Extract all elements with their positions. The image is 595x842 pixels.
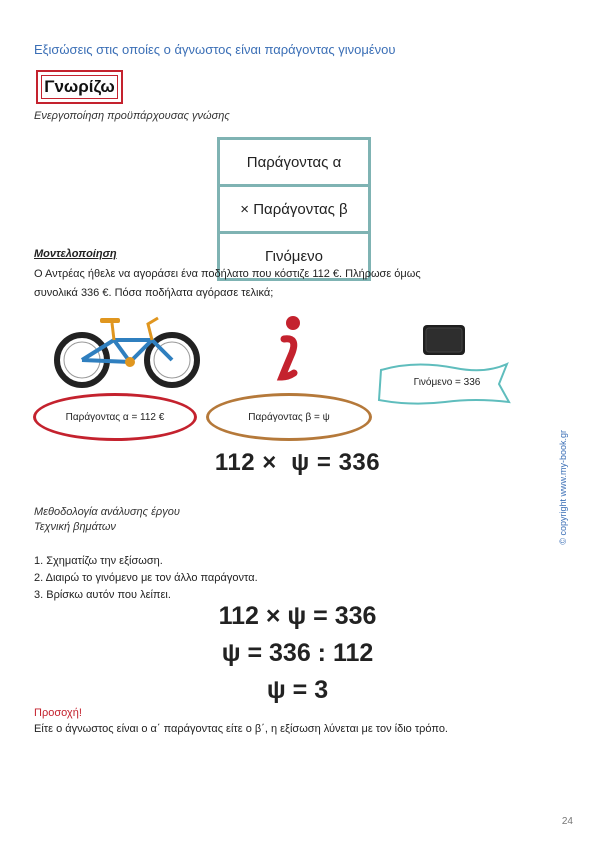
page-number: 24 <box>561 816 573 827</box>
product-table-row: Παράγοντας α <box>220 140 368 187</box>
copyright-note: © copyright www.my-book.gr <box>558 430 568 545</box>
solution-line-1: 112 × ψ = 336 <box>218 602 377 630</box>
technique-label: Τεχνική βημάτων <box>34 521 116 533</box>
problem-line-1: Ο Αντρέας ήθελε να αγοράσει ένα ποδήλατο που κόστιζε 112 €. Πλήρωσε όμως <box>34 268 421 280</box>
solution-line-2: ψ = 336 : 112 <box>221 639 374 667</box>
factor-a-label: Παράγοντας α = 112 € <box>65 411 165 423</box>
attention-label: Προσοχή! <box>34 707 82 719</box>
step-item: 2. Διαιρώ το γινόμενο με τον άλλο παράγοντα. <box>34 572 258 584</box>
step-item: 3. Βρίσκω αυτόν που λείπει. <box>34 589 171 601</box>
attention-text: Είτε ο άγνωστος είναι ο α΄ παράγοντας είτε ο β΄, η εξίσωση λύνεται με τον ίδιο τρόπο. <box>34 723 448 735</box>
product-table-row: Γινόμενο <box>265 247 323 265</box>
product-table <box>217 137 371 281</box>
unknown-i-icon <box>270 315 310 383</box>
methodology-label: Μεθοδολογία ανάλυσης έργου <box>34 506 180 518</box>
know-badge-label: Γνωρίζω <box>41 75 118 99</box>
wallet-icon <box>423 323 465 356</box>
product-table-row: × Παράγοντας β <box>220 187 368 234</box>
factor-b-ellipse <box>206 393 372 441</box>
page-title: Εξισώσεις στις οποίες ο άγνωστος είναι παράγοντας γινομένου <box>34 42 396 57</box>
factor-b-label: Παράγοντας β = ψ <box>248 411 330 423</box>
problem-line-2: συνολικά 336 €. Πόσα ποδήλατα αγόρασε τελικά; <box>34 287 274 299</box>
know-badge <box>36 70 123 104</box>
steps-list <box>34 553 258 604</box>
modeling-heading: Μοντελοποίηση <box>34 248 117 260</box>
solution-line-3: ψ = 3 <box>266 676 329 704</box>
product-label: Γινόμενο = 336 <box>413 377 481 388</box>
step-item: 1. Σχηματίζω την εξίσωση. <box>34 555 163 567</box>
bicycle-image <box>52 312 202 390</box>
factor-a-ellipse <box>33 393 197 441</box>
model-equation: 112 × ψ = 336 <box>214 449 381 476</box>
prior-knowledge-label: Ενεργοποίηση προϋπάρχουσας γνώσης <box>34 110 230 122</box>
problem-text <box>34 265 514 303</box>
